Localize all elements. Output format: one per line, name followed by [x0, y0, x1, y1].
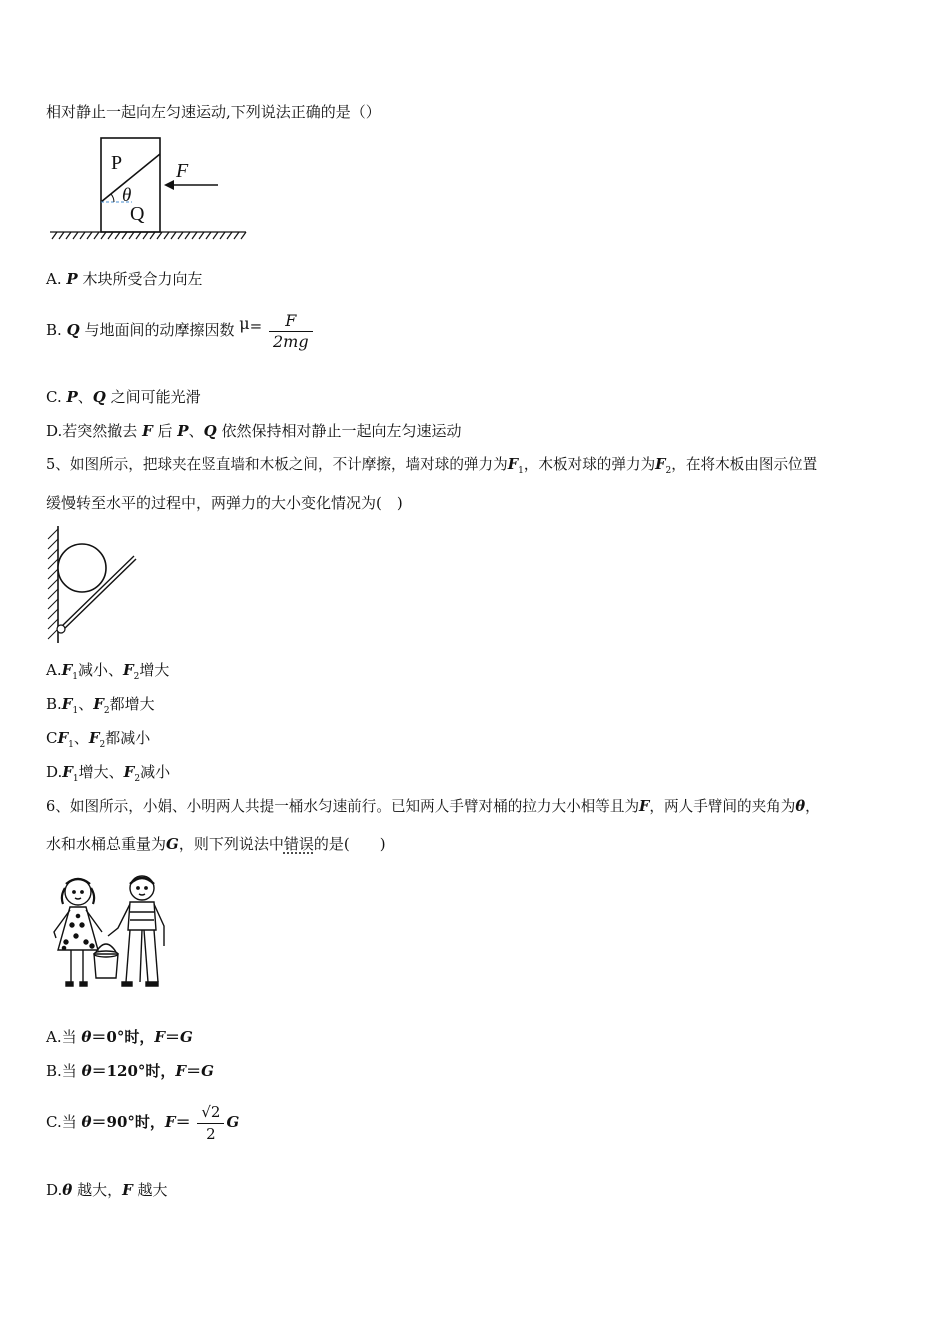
force-arrow	[164, 180, 218, 190]
label-q: Q	[130, 203, 145, 225]
q6-figure	[46, 870, 176, 995]
label-f: F	[176, 160, 189, 182]
q5-option-b: $B.F_1$、$F_2$都增大	[46, 695, 155, 716]
q4-option-d: D.若突然撤去 F 后 P、Q 依然保持相对静止一起向左匀速运动	[46, 422, 462, 440]
q4-stem: 相对静止一起向左匀速运动,下列说法正确的是（）	[46, 103, 381, 121]
q5-figure	[42, 523, 142, 648]
q5-option-a: $A.F_1$减小、$F_2$增大	[46, 661, 170, 682]
ball	[58, 544, 106, 592]
q5-option-c: $CF_1$、$F_2$都减小	[46, 729, 151, 750]
label-theta: θ	[122, 185, 132, 206]
q6-stem-line1: 6、如图所示，小娟、小明两人共提一桶水匀速前行。已知两人手臂对桶的拉力大小相等且为F，两人手臂间的夹角为θ，	[46, 798, 820, 815]
label-p: P	[111, 152, 123, 174]
wall-hatching	[48, 529, 58, 639]
q6-option-d: D.θ 越大，F 越大	[46, 1181, 168, 1199]
q5-stem-line2: 缓慢转至水平的过程中，两弹力的大小变化情况为( )	[46, 494, 403, 512]
bucket	[94, 944, 118, 978]
sqrt2-over-2-fraction: $\frac{√2}{2}$	[197, 1102, 224, 1145]
q6-option-b: B.当 θ＝120°时，F＝G	[46, 1062, 214, 1080]
q4-option-b: B. Q 与地面间的动摩擦因数 μ= $\frac{F}{2mg}$	[46, 302, 315, 352]
q6-option-c: C.当 θ＝90°时，F＝ $\frac{√2}{2}$ G	[46, 1102, 240, 1143]
q4-option-c: C. P、Q 之间可能光滑	[46, 388, 201, 406]
q6-option-a: A.当 θ＝0°时，F＝G	[46, 1028, 193, 1046]
ground-hatching	[50, 232, 246, 239]
q4-figure	[48, 135, 268, 245]
friction-fraction: $\frac{F}{2mg}$	[269, 311, 313, 352]
hinge	[57, 625, 65, 633]
angle-arc	[111, 194, 114, 202]
q4-option-a: A. P 木块所受合力向左	[46, 270, 203, 288]
emphasis-word: 错误	[283, 835, 314, 853]
q5-option-d: $D.F_1$增大、$F_2$减小	[46, 763, 171, 784]
q6-stem-line2: 水和水桶总重量为G，则下列说法中错误的是( )	[46, 835, 386, 853]
q5-stem-line1: 5、如图所示，把球夹在竖直墙和木板之间，不计摩擦，墙对球的弹力为$F_1$，木板对球的弹力为$F_2$，在将木板由图示位置	[46, 456, 818, 476]
